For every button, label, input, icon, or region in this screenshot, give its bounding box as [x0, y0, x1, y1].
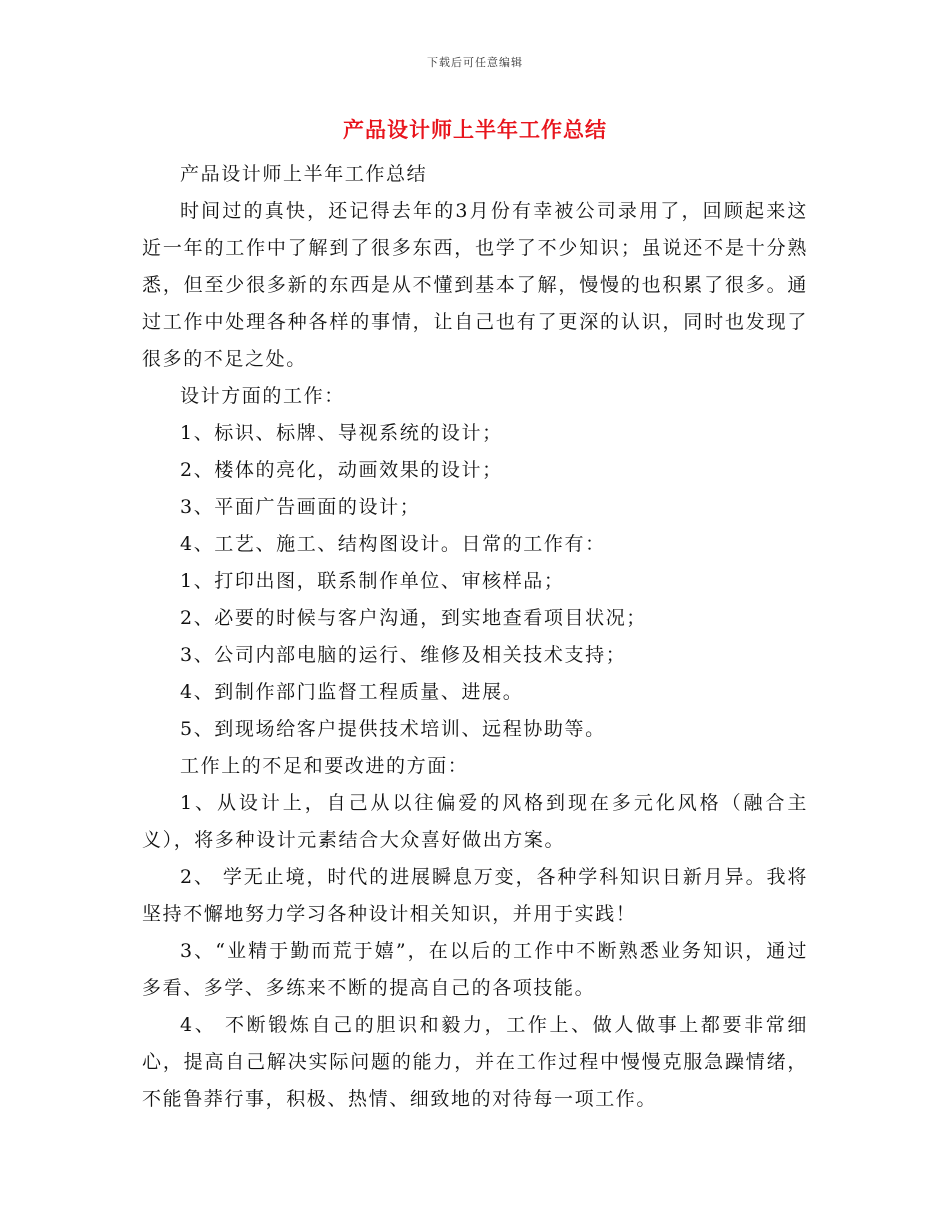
list-item: 3、平面广告画面的设计；	[180, 496, 421, 518]
list-item: 1、标识、标牌、导视系统的设计；	[180, 422, 503, 444]
list-item: 3、“业精于勤而荒于嬉”，在以后的工作中不断熟悉业务知识，通过多看、多学、多练来不断的提高自己的各项技能。	[142, 940, 808, 999]
list-item: 2、必要的时候与客户沟通，到实地查看项目状况；	[180, 607, 647, 629]
list-item: 1、打印出图，联系制作单位、审核样品；	[180, 570, 565, 592]
paragraph-shortcomings-heading: 工作上的不足和要改进的方面：	[180, 755, 469, 777]
list-item: 4、工艺、施工、结构图设计。日常的工作有：	[180, 533, 606, 555]
paragraph-design-heading: 设计方面的工作：	[180, 385, 345, 407]
paragraph-intro: 时间过的真快，还记得去年的3月份有幸被公司录用了，回顾起来这近一年的工作中了解到了很多东西，也学了不少知识；虽说还不是十分熟悉，但至少很多新的东西是从不懂到基本了解，慢慢的也积累了很多。通过工作中处理各种各样的事情，让自己也有了更深的认识，同时也发现了很多的不足之处。	[142, 200, 808, 370]
list-item: 4、到制作部门监督工程质量、进展。	[180, 681, 524, 703]
document-body	[142, 156, 808, 1118]
list-item: 4、 不断锻炼自己的胆识和毅力，工作上、做人做事上都要非常细心，提高自己解决实际问题的能力，并在工作过程中慢慢克服急躁情绪，不能鲁莽行事，积极、热情、细致地的对待每一项工作。	[142, 1014, 808, 1110]
paragraph-subtitle: 产品设计师上半年工作总结	[180, 163, 428, 185]
list-item: 1、从设计上，自己从以往偏爱的风格到现在多元化风格（融合主义），将多种设计元素结合大众喜好做出方案。	[142, 792, 808, 851]
document-title: 产品设计师上半年工作总结	[343, 117, 607, 142]
list-item: 5、到现场给客户提供技术培训、远程协助等。	[180, 718, 606, 740]
list-item: 2、 学无止境，时代的进展瞬息万变，各种学科知识日新月异。我将坚持不懈地努力学习各种设计相关知识，并用于实践！	[142, 866, 808, 925]
header-note: 下载后可任意编辑	[427, 56, 523, 69]
list-item: 3、公司内部电脑的运行、维修及相关技术支持；	[180, 644, 627, 666]
list-item: 2、楼体的亮化，动画效果的设计；	[180, 459, 503, 481]
